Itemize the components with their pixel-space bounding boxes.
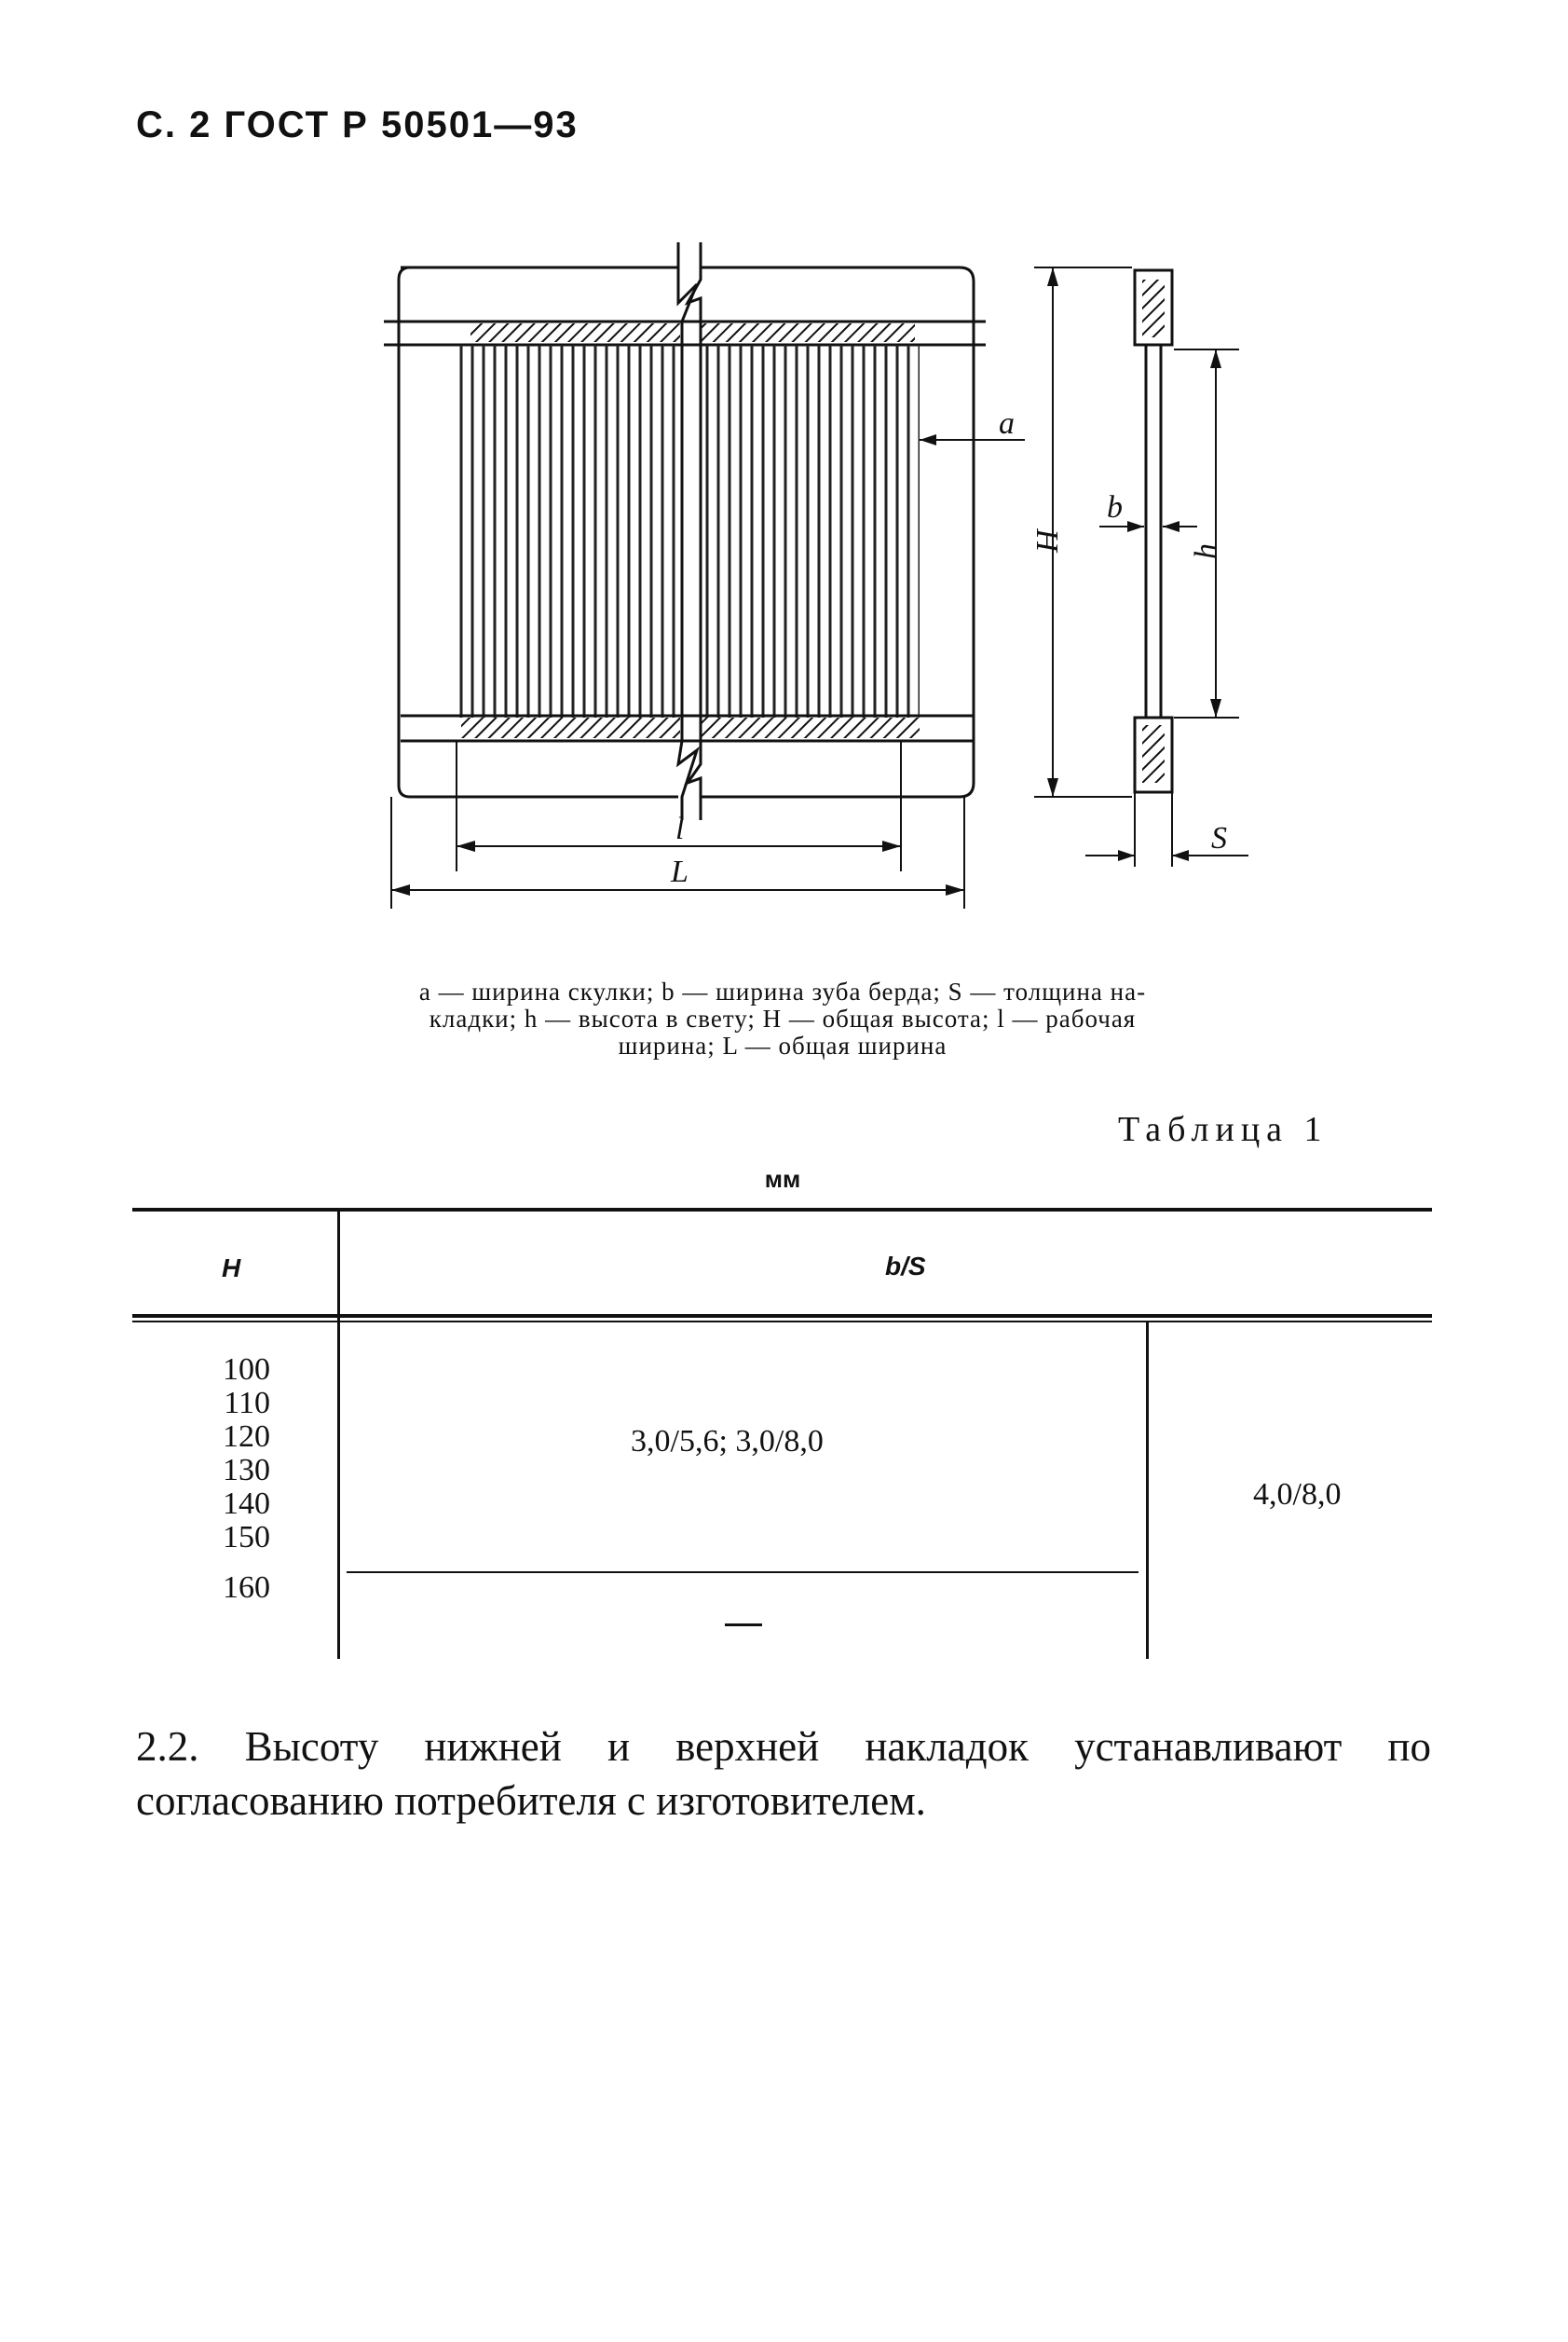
cell-main: 3,0/5,6; 3,0/8,0: [631, 1424, 824, 1459]
h-value: 150: [223, 1520, 270, 1554]
caption-line-3: ширина; L — общая ширина: [618, 1032, 948, 1060]
h-value: 100: [223, 1352, 270, 1387]
page-header: С. 2 ГОСТ Р 50501—93: [136, 104, 579, 145]
table-top-rule: [132, 1208, 1432, 1212]
label-L: L: [671, 855, 689, 889]
table-header-rule-2: [132, 1321, 1432, 1322]
label-S: S: [1211, 821, 1227, 856]
paragraph-2-2: 2.2. Высоту нижней и верхней накладок устанавливают по согласованию потребителя с изготовителем.: [136, 1723, 1431, 1824]
h-value: 130: [223, 1453, 270, 1487]
header-H: H: [222, 1253, 241, 1282]
cell-160-dash: [725, 1623, 762, 1626]
side-view: [1034, 267, 1248, 867]
table-divider-left: [337, 1212, 340, 1659]
table-header-rule: [132, 1314, 1432, 1318]
front-view: [384, 242, 1025, 909]
h-value: 110: [224, 1386, 270, 1420]
label-a: a: [999, 406, 1015, 441]
reed-drawing: [0, 0, 1568, 932]
h-values: [186, 1353, 270, 1605]
table-divider-right: [1146, 1322, 1149, 1659]
h-value: 160: [223, 1570, 270, 1605]
label-h: h: [1189, 543, 1223, 559]
header-bS: b/S: [885, 1252, 926, 1281]
h-value: 120: [223, 1419, 270, 1454]
cell-right: 4,0/8,0: [1253, 1477, 1342, 1512]
label-b: b: [1107, 490, 1123, 525]
label-l: l: [675, 812, 685, 846]
figure-caption: [317, 979, 1248, 1060]
h-value: 140: [223, 1486, 270, 1521]
caption-line-2: кладки; h — высота в свету; H — общая высота; l — рабочая: [429, 1005, 1137, 1033]
caption-line-1: a — ширина скулки; b — ширина зуба берда; S — толщина на-: [418, 978, 1147, 1006]
label-H: H: [1030, 529, 1065, 553]
table-cell-rule: [347, 1571, 1139, 1573]
table-unit: мм: [764, 1165, 801, 1193]
table-label: Таблица 1: [1118, 1110, 1329, 1149]
